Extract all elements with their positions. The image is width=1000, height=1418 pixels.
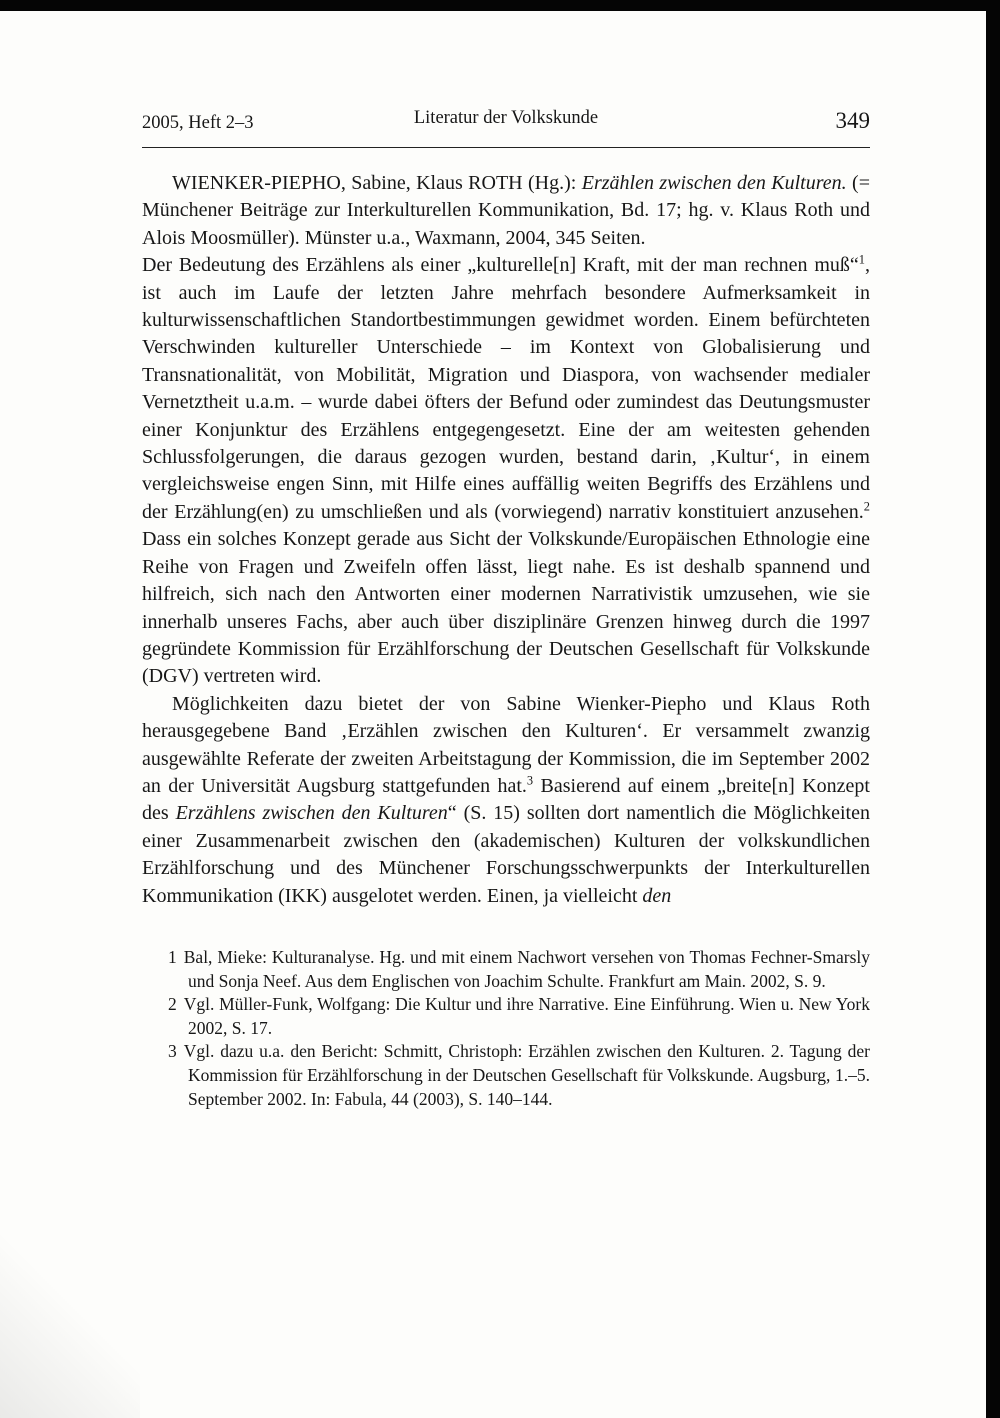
scan-edge-right	[986, 0, 1000, 1418]
page-header	[142, 108, 870, 148]
page-number: 349	[835, 108, 870, 133]
footnote-item	[168, 993, 870, 1040]
scan-edge-top	[0, 0, 1000, 11]
footnote-text: Vgl. dazu u.a. den Bericht: Schmitt, Christoph: Erzählen zwischen den Kulturen. 2. Tagung der Kommission für Erzählforschung in der Deutschen Gesellschaft für Volkskunde. Augsburg, 1.–5. September 2002. In: Fabula, 44 (2003), S. 140–144.	[183, 1041, 870, 1109]
footnote-number: 3	[168, 1041, 177, 1062]
footnote-item	[168, 946, 870, 993]
footnote-number: 2	[168, 994, 177, 1015]
journal-issue: 2005, Heft 2–3	[142, 113, 254, 133]
journal-section-title: Literatur der Volkskunde	[413, 108, 599, 128]
footnote-text: Bal, Mieke: Kulturanalyse. Hg. und mit einem Nachwort versehen von Thomas Fechner-Smarsly und Sonja Neef. Aus dem Englischen von Joachim Schulte. Frankfurt am Main. 2002, S. 9.	[183, 946, 870, 991]
citation-paragraph: WIENKER-PIEPHO, Sabine, Klaus ROTH (Hg.): Erzählen zwischen den Kulturen. (= Münchener Beiträge zur Interkulturellen Kommunikation, Bd. 17; hg. v. Klaus Roth und Alois Moosmüller). Münster u.a., Waxmann, 2004, 345 Seiten.	[142, 172, 870, 249]
scan-shadow-bottom-left	[0, 1218, 140, 1418]
footnote-text: Vgl. Müller-Funk, Wolfgang: Die Kultur und ihre Narrative. Eine Einführung. Wien u. New York 2002, S. 17.	[183, 994, 870, 1038]
body-paragraph-2: Möglichkeiten dazu bietet der von Sabine Wienker-Piepho und Klaus Roth herausgegebene Band ‚Erzählen zwischen den Kulturen‘. Er versammelt zwanzig ausgewählte Referate der zweiten Arbeitstagung der Kommission, die im September 2002 an der Universität Augsburg stattgefunden hat.$^3$ Basierend auf einem „breite[n] Konzept des Erzählens zwischen den Kulturen“ (S. 15) sollten dort namentlich die Möglichkeiten einer Zusammenarbeit zwischen den (akademischen) Kulturen der volkskundlichen Erzählforschung und des Münchener Forschungsschwerpunkts der Interkulturellen Kommunikation (IKK) ausgelotet werden. Einen, ja vielleicht den	[142, 692, 870, 907]
footnote-number: 1	[168, 946, 177, 967]
review-body	[142, 170, 870, 910]
body-paragraph-1: Der Bedeutung des Erzählens als einer „kulturelle[n] Kraft, mit der man rechnen muß“$^1$, ist auch im Laufe der letzten Jahre mehrfach besondere Aufmerksamkeit in kulturwissenschaftlichen Standortbestimmungen gewidmet worden. Einem befürchteten Verschwinden kultureller Unterschiede – im Kontext von Globalisierung und Transnationalität, von Mobilität, Migration und Diaspora, von wachsender medialer Vernetztheit u.a.m. – wurde dabei öfters der Befund oder zumindest das Deutungsmuster einer Konjunktur des Erzählens entgegengesetzt. Eine der am weitesten gehenden Schlussfolgerungen, die daraus gezogen wurden, bestand darin, ‚Kultur‘, in einem vergleichsweise engen Sinn, mit Hilfe eines auffällig weiten Begriffs des Erzählens und der Erzählung(en) zu umschließen und als (vorwiegend) narrativ konstituiert anzusehen.$^2$ Dass ein solches Konzept gerade aus Sicht der Volkskunde/Europäischen Ethnologie eine Reihe von Fragen und Zweifeln offen lässt, liegt nahe. Es ist deshalb spannend und hilfreich, sich nach den Antworten einer modernen Narrativistik umzusehen, wie sie innerhalb unseres Fachs, aber auch über disziplinäre Grenzen hinweg durch die 1997 gegründete Kommission für Erzählforschung der Deutschen Gesellschaft für Volkskunde (DGV) vertreten wird.	[142, 252, 870, 688]
page	[142, 108, 870, 1111]
footnotes	[168, 946, 870, 1111]
footnote-item	[168, 1040, 870, 1111]
